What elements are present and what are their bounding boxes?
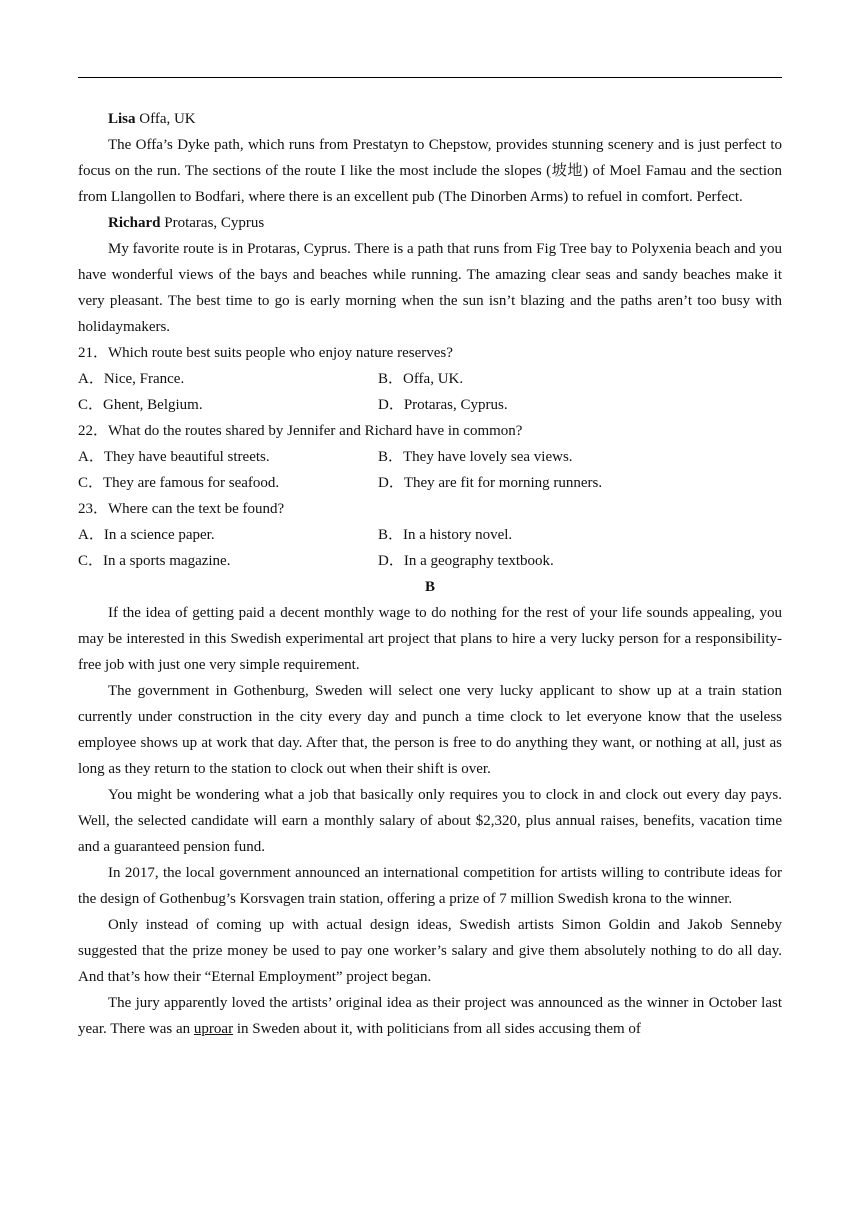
option-c: C．Ghent, Belgium. (78, 397, 203, 413)
question-stem: 23．Where can the text be found? (78, 501, 285, 517)
text-segment: in Sweden about it, with politicians from all sides accusing them of (233, 1021, 641, 1037)
header-rule (78, 77, 782, 78)
question-stem: 21．Which route best suits people who enjoy nature reserves? (78, 345, 453, 361)
author-lisa (78, 106, 782, 132)
option-b: B．Offa, UK. (378, 371, 464, 387)
author-location: Protaras, Cyprus (160, 215, 265, 231)
option-b: B．They have lovely sea views. (378, 449, 573, 465)
paragraph-richard: My favorite route is in Protaras, Cyprus. There is a path that runs from Fig Tree bay to Polyxenia beach and you have wonderful views of the bays and beaches while running. The amazing clear seas and sandy beaches make it very pleasant. The best time to go is early morning when the sun isn’t blazing and the paths aren’t too busy with holidaymakers. (78, 241, 782, 335)
option-b: B．In a history novel. (378, 527, 513, 543)
option-a: A．Nice, France. (78, 371, 185, 387)
question-stem: 22．What do the routes shared by Jennifer and Richard have in common? (78, 423, 523, 439)
option-c: C．They are famous for seafood. (78, 475, 280, 491)
option-c: C．In a sports magazine. (78, 553, 231, 569)
option-row (78, 444, 782, 470)
option-a: A．In a science paper. (78, 527, 215, 543)
option-row (78, 470, 782, 496)
paragraph: Only instead of coming up with actual design ideas, Swedish artists Simon Goldin and Jakob Senneby suggested that the prize money be used to pay one worker’s salary and give them absolutely nothing to do all day. And that’s how their “Eternal Employment” project began. (78, 917, 782, 985)
underlined-word: uproar (193, 1021, 234, 1037)
option-row (78, 548, 782, 574)
author-name: Lisa (108, 111, 136, 127)
paragraph: If the idea of getting paid a decent monthly wage to do nothing for the rest of your life sounds appealing, you may be interested in this Swedish experimental art project that plans to hire a very lucky person for a responsibility-free job with just one very simple requirement. (78, 605, 782, 673)
author-richard (78, 210, 782, 236)
option-a: A．They have beautiful streets. (78, 449, 270, 465)
option-row (78, 522, 782, 548)
paragraph: In 2017, the local government announced an international competition for artists willing to contribute ideas for the design of Gothenbug’s Korsvagen train station, offering a prize of 7 million Swedish krona to the winner. (78, 865, 782, 907)
section-title: B (424, 579, 435, 595)
paragraph: The government in Gothenburg, Sweden will select one very lucky applicant to show up at a train station currently under construction in the city every day and punch a time clock to let everyone know that the useless employee shows up at work that day. After that, the person is free to do anything they want, or nothing at all, just as long as they return to the station to clock out when their shift is over. (78, 683, 782, 777)
author-name: Richard (108, 215, 161, 231)
paragraph-last (78, 990, 782, 1042)
option-row (78, 366, 782, 392)
author-location: Offa, UK (135, 111, 196, 127)
page-content (78, 106, 782, 1042)
text-segment: The jury apparently loved the artists’ original idea as their project was announced as the winner in October last year. There was an (78, 995, 782, 1037)
paragraph-lisa: The Offa’s Dyke path, which runs from Prestatyn to Chepstow, provides stunning scenery and is just perfect to focus on the run. The sections of the route I like the most include the slopes (坡地) of Moel Famau and the section from Llangollen to Bodfari, where there is an excellent pub (The Dinorben Arms) to refuel in comfort. Perfect. (78, 137, 782, 205)
option-d: D．Protaras, Cyprus. (378, 397, 508, 413)
option-d: D．They are fit for morning runners. (378, 475, 603, 491)
option-d: D．In a geography textbook. (378, 553, 554, 569)
paragraph: You might be wondering what a job that basically only requires you to clock in and clock out every day pays. Well, the selected candidate will earn a monthly salary of about $2,320, plus annual raises, benefits, vacation time and a guaranteed pension fund. (78, 787, 782, 855)
option-row (78, 392, 782, 418)
